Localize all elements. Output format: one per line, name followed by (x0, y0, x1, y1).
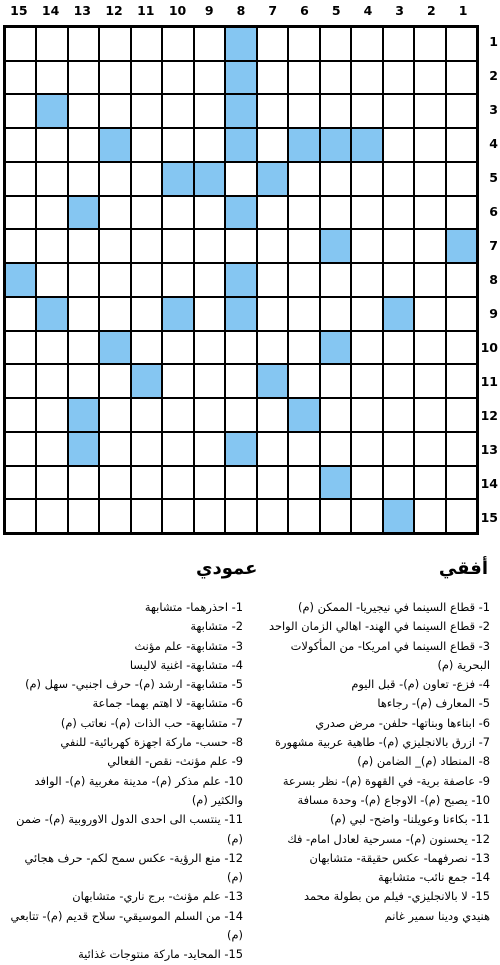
grid-cell[interactable] (68, 297, 99, 331)
down-clue: 12- منع الرؤية- عكس سمح لكم- حرف هجائي (م) (24, 850, 243, 885)
grid-cell[interactable] (68, 27, 99, 61)
grid-cell[interactable] (225, 499, 256, 533)
column-numbers (3, 0, 479, 25)
grid-cell[interactable] (414, 331, 445, 365)
shaded-cell (68, 432, 99, 466)
grid-cell[interactable] (99, 196, 130, 230)
shaded-cell (36, 297, 67, 331)
down-clue: 6- متشابهة- لا اهتم بهما- جماعة (92, 696, 243, 711)
grid-cell[interactable] (36, 162, 67, 196)
down-clue: 3- متشابهة- علم مؤنث (134, 638, 243, 653)
grid-cell[interactable] (194, 297, 225, 331)
crossword-grid (3, 25, 479, 535)
grid-cell[interactable] (414, 398, 445, 432)
across-clue: 2- قطاع السينما في الهند- اهالي الزمان الواحد (268, 619, 490, 634)
grid-cell[interactable] (68, 331, 99, 365)
shaded-cell (68, 398, 99, 432)
grid-cell[interactable] (131, 331, 162, 365)
grid-cell[interactable] (446, 364, 477, 398)
grid-cell[interactable] (351, 229, 382, 263)
row-numbers (479, 25, 500, 535)
grid-cell[interactable] (288, 499, 319, 533)
grid-cell[interactable] (162, 499, 193, 533)
shaded-cell (225, 94, 256, 128)
across-clue: 11- بكاءنا وعويلنا- واضح- لبي (م) (330, 812, 490, 827)
shaded-cell (320, 466, 351, 500)
shaded-cell (320, 229, 351, 263)
grid-cell[interactable] (446, 466, 477, 500)
down-clue: 14- من السلم الموسيقي- سلاح قديم (م)- تتابعي (م) (10, 908, 243, 943)
grid-cell[interactable] (131, 196, 162, 230)
grid-cell[interactable] (99, 27, 130, 61)
down-clues (5, 598, 243, 965)
grid-cell[interactable] (5, 27, 36, 61)
grid-cell[interactable] (414, 297, 445, 331)
grid-cell[interactable] (288, 162, 319, 196)
grid-cell[interactable] (131, 297, 162, 331)
across-clue: 12- يحسنون (م)- مسرحية لعادل امام- فك (287, 831, 490, 846)
grid-cell[interactable] (131, 398, 162, 432)
grid-cell[interactable] (288, 297, 319, 331)
row-number: 15 (480, 510, 498, 525)
grid-cell[interactable] (194, 364, 225, 398)
grid-cell[interactable] (36, 128, 67, 162)
grid-cell[interactable] (194, 229, 225, 263)
across-clue: 5- المعارف (م)- رجاءها (377, 696, 490, 711)
grid-cell[interactable] (162, 128, 193, 162)
column-number: 6 (300, 3, 309, 18)
grid-cell[interactable] (288, 61, 319, 95)
grid-cell[interactable] (351, 364, 382, 398)
grid-cell[interactable] (446, 499, 477, 533)
row-number: 6 (489, 204, 498, 219)
grid-cell[interactable] (414, 466, 445, 500)
grid-cell[interactable] (99, 162, 130, 196)
grid-cell[interactable] (36, 466, 67, 500)
grid-cell[interactable] (131, 229, 162, 263)
grid-cell[interactable] (36, 229, 67, 263)
grid-cell[interactable] (162, 432, 193, 466)
grid-cell[interactable] (194, 94, 225, 128)
shaded-cell (131, 364, 162, 398)
shaded-cell (446, 229, 477, 263)
shaded-cell (68, 196, 99, 230)
grid-cell[interactable] (288, 331, 319, 365)
grid-cell[interactable] (446, 263, 477, 297)
grid-cell[interactable] (162, 61, 193, 95)
row-number: 7 (489, 238, 498, 253)
row-number: 14 (480, 476, 498, 491)
column-number: 10 (168, 3, 187, 18)
shaded-cell (257, 162, 288, 196)
grid-cell[interactable] (446, 162, 477, 196)
grid-cell[interactable] (414, 364, 445, 398)
grid-cell[interactable] (194, 398, 225, 432)
shaded-cell (225, 196, 256, 230)
shaded-cell (99, 128, 130, 162)
grid-cell[interactable] (5, 196, 36, 230)
grid-cell[interactable] (446, 432, 477, 466)
grid-cell[interactable] (288, 27, 319, 61)
across-clue: 4- فزع- تعاون (م)- قبل اليوم (351, 677, 490, 692)
grid-cell[interactable] (320, 432, 351, 466)
grid-cell[interactable] (225, 466, 256, 500)
grid-cell[interactable] (225, 229, 256, 263)
grid-cell[interactable] (257, 94, 288, 128)
shaded-cell (225, 297, 256, 331)
column-number: 3 (395, 3, 404, 18)
row-number: 9 (489, 306, 498, 321)
grid-cell[interactable] (99, 94, 130, 128)
grid-cell[interactable] (414, 196, 445, 230)
down-clue: 7- متشابهة- حب الذات (م)- نعاتب (م) (60, 715, 243, 730)
grid-cell[interactable] (320, 94, 351, 128)
across-clue: هنيدي ودينا سمير غانم (384, 908, 490, 923)
grid-cell[interactable] (131, 94, 162, 128)
grid-cell[interactable] (383, 196, 414, 230)
grid-cell[interactable] (414, 128, 445, 162)
grid-cell[interactable] (5, 128, 36, 162)
grid-cell[interactable] (257, 297, 288, 331)
grid-cell[interactable] (36, 432, 67, 466)
row-number: 2 (489, 68, 498, 83)
across-clues (254, 598, 490, 926)
grid-cell[interactable] (5, 499, 36, 533)
grid-cell[interactable] (446, 196, 477, 230)
grid-cell[interactable] (414, 27, 445, 61)
grid-cell[interactable] (257, 331, 288, 365)
column-number: 5 (331, 3, 341, 18)
grid-cell[interactable] (131, 27, 162, 61)
grid-cell[interactable] (257, 27, 288, 61)
grid-cell[interactable] (383, 432, 414, 466)
grid-cell[interactable] (68, 364, 99, 398)
grid-cell[interactable] (99, 263, 130, 297)
grid-cell[interactable] (257, 61, 288, 95)
grid-cell[interactable] (320, 398, 351, 432)
grid-cell[interactable] (162, 263, 193, 297)
grid-cell[interactable] (5, 229, 36, 263)
across-clue: 7- ازرق بالانجليزي (م)- طاهية عربية مشهورة (275, 735, 490, 750)
down-clue: 1- احذرهما- متشابهة (144, 600, 243, 614)
grid-cell[interactable] (320, 27, 351, 61)
grid-cell[interactable] (162, 466, 193, 500)
grid-cell[interactable] (36, 263, 67, 297)
down-clue: 13- علم مؤنث- برج ناري- متشابهان (72, 889, 243, 904)
across-clue: 10- يصبح (م)- الاوجاع (م)- وحدة مسافة (297, 792, 490, 807)
grid-cell[interactable] (162, 229, 193, 263)
grid-cell[interactable] (194, 27, 225, 61)
grid-cell[interactable] (68, 229, 99, 263)
column-number: 15 (10, 3, 28, 18)
grid-cell[interactable] (99, 466, 130, 500)
grid-cell[interactable] (351, 331, 382, 365)
grid-cell[interactable] (5, 162, 36, 196)
grid-cell[interactable] (257, 466, 288, 500)
column-number: 9 (204, 3, 214, 18)
grid-cell[interactable] (99, 398, 130, 432)
down-clue: 11- ينتسب الى احدى الدول الاوروبية (م)- ضمن (م) (16, 812, 243, 846)
grid-cell[interactable] (351, 466, 382, 500)
grid-cell[interactable] (383, 398, 414, 432)
grid-cell[interactable] (194, 499, 225, 533)
grid-cell[interactable] (320, 162, 351, 196)
grid-cell[interactable] (257, 398, 288, 432)
grid-cell[interactable] (36, 499, 67, 533)
row-number: 10 (480, 340, 498, 355)
shaded-cell (288, 128, 319, 162)
grid-cell[interactable] (446, 27, 477, 61)
grid-cell[interactable] (351, 162, 382, 196)
grid-cell[interactable] (99, 297, 130, 331)
grid-cell[interactable] (351, 297, 382, 331)
grid-cell[interactable] (383, 27, 414, 61)
shaded-cell (288, 398, 319, 432)
grid-cell[interactable] (320, 263, 351, 297)
grid-cell[interactable] (446, 331, 477, 365)
grid-cell[interactable] (288, 263, 319, 297)
grid-cell[interactable] (383, 263, 414, 297)
across-clue: 1- قطاع السينما في نيجيريا- الممكن (م) (298, 600, 490, 614)
grid-cell[interactable] (383, 128, 414, 162)
grid-cell[interactable] (5, 297, 36, 331)
grid-cell[interactable] (225, 398, 256, 432)
grid-cell[interactable] (351, 499, 382, 533)
grid-cell[interactable] (99, 364, 130, 398)
grid-cell[interactable] (194, 263, 225, 297)
grid-cell[interactable] (351, 27, 382, 61)
grid-cell[interactable] (99, 229, 130, 263)
across-clue: 14- جمع نائب- متشابهة (378, 870, 490, 885)
shaded-cell (320, 331, 351, 365)
down-clue: 10- علم مذكر (م)- مدينة مغربية (م)- الوافد (34, 773, 243, 788)
grid-cell[interactable] (414, 499, 445, 533)
grid-cell[interactable] (257, 432, 288, 466)
down-clue: 2- متشابهة (190, 619, 243, 634)
down-clue: والكثير (م) (191, 792, 243, 807)
grid-cell[interactable] (5, 364, 36, 398)
grid-cell[interactable] (99, 499, 130, 533)
row-number: 5 (489, 170, 498, 185)
grid-cell[interactable] (5, 398, 36, 432)
grid-cell[interactable] (446, 61, 477, 95)
grid-cell[interactable] (446, 128, 477, 162)
grid-cell[interactable] (320, 499, 351, 533)
grid-cell[interactable] (288, 364, 319, 398)
grid-cell[interactable] (288, 229, 319, 263)
grid-cell[interactable] (36, 331, 67, 365)
grid-cell[interactable] (288, 466, 319, 500)
grid-cell[interactable] (131, 499, 162, 533)
grid-cell[interactable] (414, 61, 445, 95)
shaded-cell (225, 263, 256, 297)
shaded-cell (257, 364, 288, 398)
grid-cell[interactable] (5, 466, 36, 500)
grid-cell[interactable] (288, 94, 319, 128)
shaded-cell (5, 263, 36, 297)
grid-cell[interactable] (194, 466, 225, 500)
grid-cell[interactable] (320, 196, 351, 230)
grid-cell[interactable] (68, 128, 99, 162)
shaded-cell (383, 499, 414, 533)
column-number: 2 (427, 3, 436, 18)
grid-cell[interactable] (257, 196, 288, 230)
grid-cell[interactable] (131, 432, 162, 466)
grid-cell[interactable] (68, 94, 99, 128)
down-clue: 5- متشابهة- ارشد (م)- حرف اجنبي- سهل (م) (25, 677, 243, 692)
shaded-cell (194, 162, 225, 196)
shaded-cell (225, 27, 256, 61)
down-heading: عمودي (196, 558, 258, 579)
grid-cell[interactable] (36, 364, 67, 398)
grid-cell[interactable] (351, 94, 382, 128)
grid-cell[interactable] (162, 196, 193, 230)
grid-cell[interactable] (383, 229, 414, 263)
grid-cell[interactable] (257, 229, 288, 263)
column-number: 12 (105, 3, 123, 18)
grid-cell[interactable] (414, 432, 445, 466)
across-clue: 9- عاصفة برية- في القهوة (م)- نظر بسرعة (282, 773, 490, 788)
grid-cell[interactable] (162, 364, 193, 398)
grid-cell[interactable] (257, 263, 288, 297)
grid-cell[interactable] (162, 398, 193, 432)
grid-cell[interactable] (414, 162, 445, 196)
column-number: 4 (363, 3, 373, 18)
grid-cell[interactable] (383, 162, 414, 196)
grid-cell[interactable] (446, 94, 477, 128)
across-clue: 8- المنطاد (م)_ الضامن (م) (357, 754, 490, 769)
grid-cell[interactable] (68, 499, 99, 533)
grid-cell[interactable] (131, 128, 162, 162)
shaded-cell (351, 128, 382, 162)
grid-cell[interactable] (351, 263, 382, 297)
across-clue: 6- ابناءها وبناتها- حلفن- مرض صدري (315, 715, 490, 730)
across-clue: 3- قطاع السينما في امريكا- من المأكولات (290, 638, 490, 653)
grid-cell[interactable] (162, 331, 193, 365)
shaded-cell (225, 61, 256, 95)
grid-cell[interactable] (131, 263, 162, 297)
shaded-cell (225, 432, 256, 466)
grid-cell[interactable] (414, 263, 445, 297)
grid-cell[interactable] (5, 61, 36, 95)
shaded-cell (320, 128, 351, 162)
grid-cell[interactable] (414, 94, 445, 128)
down-clue: 8- حسب- ماركة اجهزة كهربائية- للنفي (60, 735, 243, 750)
grid-cell[interactable] (162, 27, 193, 61)
grid-cell[interactable] (351, 61, 382, 95)
grid-cell[interactable] (5, 331, 36, 365)
grid-cell[interactable] (257, 128, 288, 162)
grid-cell[interactable] (99, 61, 130, 95)
column-number: 1 (458, 3, 468, 18)
shaded-cell (99, 331, 130, 365)
grid-cell[interactable] (5, 432, 36, 466)
grid-cell[interactable] (351, 398, 382, 432)
row-number: 12 (480, 408, 498, 423)
row-number: 1 (489, 34, 498, 49)
grid-cell[interactable] (351, 432, 382, 466)
grid-cell[interactable] (383, 466, 414, 500)
row-number: 4 (489, 136, 498, 151)
grid-cell[interactable] (68, 466, 99, 500)
grid-cell[interactable] (225, 364, 256, 398)
grid-cell[interactable] (194, 128, 225, 162)
across-heading: أفقي (438, 558, 488, 579)
shaded-cell (383, 297, 414, 331)
grid-cell[interactable] (99, 432, 130, 466)
across-clue: 13- نصرفهما- عكس حقيقة- متشابهان (309, 850, 490, 865)
down-clue: 4- متشابهة- اغنية لاليسا (129, 657, 243, 672)
grid-cell[interactable] (131, 466, 162, 500)
grid-cell[interactable] (36, 61, 67, 95)
grid-cell[interactable] (131, 61, 162, 95)
down-clue: 9- علم مؤنث- نقص- الفعالي (107, 754, 243, 769)
shaded-cell (36, 94, 67, 128)
grid-cell[interactable] (446, 398, 477, 432)
grid-cell[interactable] (288, 432, 319, 466)
grid-cell[interactable] (257, 499, 288, 533)
across-clue: البحرية (م) (437, 657, 490, 672)
grid-cell[interactable] (68, 61, 99, 95)
grid-cell[interactable] (36, 398, 67, 432)
grid-cell[interactable] (194, 331, 225, 365)
grid-cell[interactable] (225, 331, 256, 365)
grid-cell[interactable] (36, 196, 67, 230)
grid-cell[interactable] (194, 196, 225, 230)
across-clue: 15- لا بالانجليزي- فيلم من بطولة محمد (303, 889, 490, 904)
shaded-cell (162, 162, 193, 196)
row-number: 13 (480, 442, 498, 457)
grid-cell[interactable] (36, 27, 67, 61)
grid-cell[interactable] (383, 364, 414, 398)
shaded-cell (225, 128, 256, 162)
grid-cell[interactable] (446, 297, 477, 331)
grid-cell[interactable] (383, 94, 414, 128)
row-number: 11 (480, 374, 498, 389)
down-clue: 15- المحايد- ماركة منتوجات غذائية (78, 947, 243, 962)
column-number: 8 (236, 3, 246, 18)
column-number: 13 (73, 3, 92, 18)
row-number: 8 (489, 272, 498, 287)
grid-cell[interactable] (194, 61, 225, 95)
column-number: 7 (268, 3, 278, 18)
grid-cell[interactable] (131, 162, 162, 196)
grid-cell[interactable] (68, 263, 99, 297)
grid-cell[interactable] (288, 196, 319, 230)
column-number: 11 (137, 3, 155, 18)
grid-cell[interactable] (320, 297, 351, 331)
shaded-cell (162, 297, 193, 331)
grid-cell[interactable] (68, 162, 99, 196)
row-number: 3 (489, 102, 498, 117)
grid-cell[interactable] (383, 61, 414, 95)
grid-cell[interactable] (194, 432, 225, 466)
grid-cell[interactable] (225, 162, 256, 196)
grid-cell[interactable] (5, 94, 36, 128)
grid-cell[interactable] (320, 364, 351, 398)
column-number: 14 (41, 3, 60, 18)
grid-cell[interactable] (383, 331, 414, 365)
grid-cell[interactable] (351, 196, 382, 230)
grid-cell[interactable] (162, 94, 193, 128)
grid-cell[interactable] (414, 229, 445, 263)
grid-cell[interactable] (320, 61, 351, 95)
